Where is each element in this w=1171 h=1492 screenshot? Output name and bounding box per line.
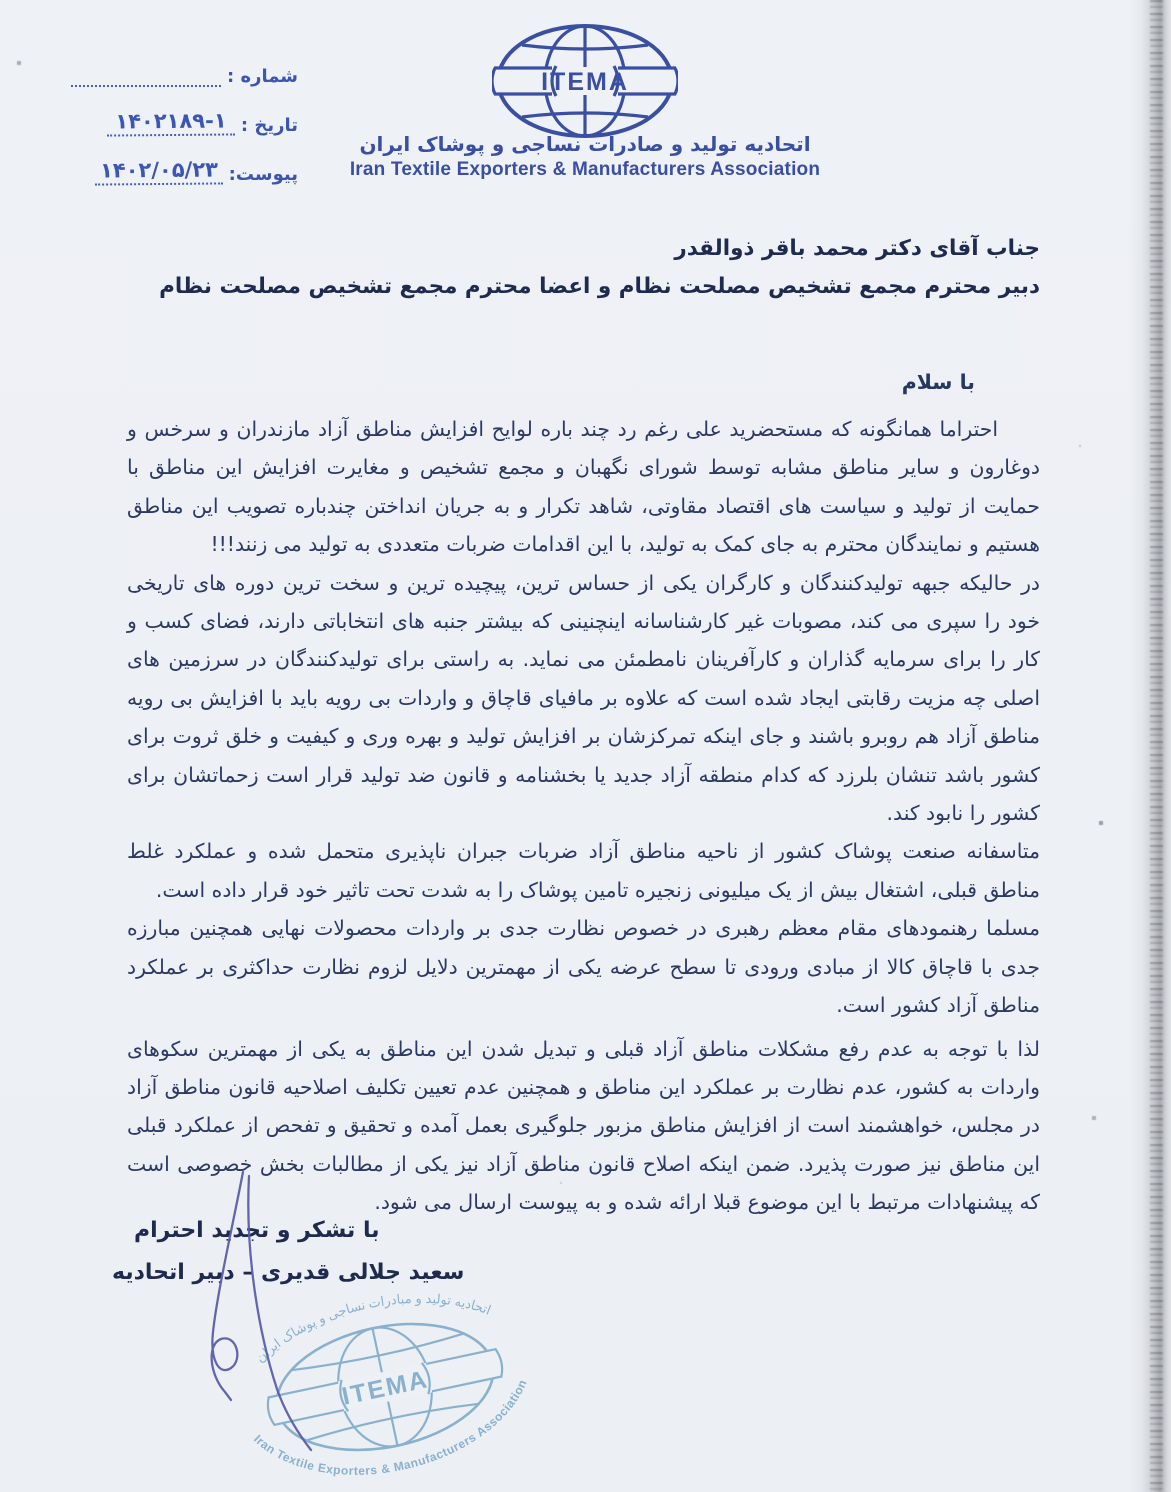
date-handwritten-value: ۱۴۰۲۱۸۹-۱ (107, 108, 235, 136)
number-label: شماره : (227, 66, 298, 87)
org-name-persian: اتحادیه تولید و صادرات نساجی و پوشاک ایران (359, 132, 811, 156)
recipient-block (125, 236, 1040, 299)
closing-thanks: با تشکر و تجدید احترام (134, 1218, 380, 1243)
paragraph-1: احتراما همانگونه که مستحضرید علی رغم رد چند باره لوایح افزایش مناطق آزاد مازندران و سرخس و دوغارون و سایر مناطق مشابه توسط شورای نگهبان و مجمع تشخیص و مغایرت افزایش این مناطق با حمایت از تولید و سیاست های اقتصاد مقاوتی، شاهد تکرار و به جریان انداختن چندباره تصویب این مناطق هستیم و نمایندگان محترم به جای کمک به تولید، با این اقدامات ضربات متعددی به تولید می زنند!!! (127, 417, 1040, 557)
attachment-handwritten-value: ۱۴۰۲/۰۵/۲۳ (95, 157, 223, 185)
letter-meta-fields (30, 66, 298, 207)
salutation: با سلام (901, 370, 975, 394)
stamp-bottom-text: Iran Textile Exporters & Manufacturers Association (251, 1377, 530, 1478)
paragraph-4: مسلما رهنمودهای مقام معظم رهبری در خصوص نظارت جدی بر واردات محصولات نهایی همچنین مبارزه جدی با قاچاق کالا از مبادی ورودی تا سطح عرضه یکی از مهمترین دلایل لزوم نظارت حداکثری بر عملکرد مناطق آزاد کشور است. (127, 916, 1040, 1018)
letter-body (127, 410, 1040, 1222)
scan-specks (0, 0, 2, 2)
number-blank-line (71, 70, 221, 87)
paragraph-2: در حالیکه جبهه تولیدکنندگان و کارگران یکی از حساس ترین، پیچیده ترین و سخت ترین دوره های تاریخی خود را سپری می کند، مصوبات غیر کارشناسانه اینچنینی که بیشتر جنبه های انتخاباتی دارند، فضای کسب و کار را برای سرمایه گذاران و کارآفرینان نامطمئن می نماید. به راستی برای تولیدکنندگان در سرزمین های اصلی چه مزیت رقابتی ایجاد شده است که علاوه بر مافیای قاچاق و واردات بی رویه باید با افزایش بی رویه مناطق آزاد هم روبرو باشند و جای اینکه تمرکزشان بر افزایش تولید و بهره وری و کیفیت و خلق ثروت برای کشور باشد تنشان بلرزد که کدام منطقه آزاد جدید یا بخشنامه و قانون ضد تولید قرار است زحماتشان برای کشور را نابود کند. (127, 570, 1040, 826)
stamp-logo-text: ITEMA (339, 1365, 432, 1411)
recipient-name: جناب آقای دکتر محمد باقر ذوالقدر (674, 236, 1040, 261)
stamp-top-text: اتحادیه تولید و مبادرات نساجی و پوشاک ایران (252, 1290, 494, 1366)
logo-text: ITEMA (541, 68, 629, 96)
recipient-title: دبیر محترم مجمع تشخیص مصلحت نظام و اعضا محترم مجمع تشخیص مصلحت نظام (159, 274, 1040, 299)
scan-edge-streaks (1150, 0, 1163, 1492)
attachment-label: پیوست: (228, 164, 298, 185)
closing-signatory: سعید جلالی قدیری – دبیر اتحادیه (112, 1260, 465, 1285)
paragraph-3: متاسفانه صنعت پوشاک کشور از ناحیه مناطق آزاد ضربات جبران ناپذیری متحمل شده و عملکرد غلط مناطق قبلی، اشتغال بیش از یک میلیونی زنجیره تامین پوشاک را به شدت تحت تاثیر خود قرار داده است. (127, 839, 1040, 902)
field-attachment (30, 158, 298, 185)
org-name-english: Iran Textile Exporters & Manufacturers Association (349, 159, 821, 180)
handwritten-signature (175, 1162, 355, 1462)
itema-globe-logo-icon (492, 22, 678, 140)
paragraph-5: لذا با توجه به عدم رفع مشکلات مناطق آزاد قبلی و تبدیل شدن این مناطق به یکی از مهمترین سکوهای واردات به کشور، عدم نظارت بر عملکرد این مناطق و همچنین عدم تعیین تکلیف اصلاحیه قانون مناطق آزاد در مجلس، خواهشمند است از افزایش مناطق مزبور جلوگیری بعمل آمده و تحقیق و تفحص از عملکرد قبلی این مناطق نیز صورت پذیرد. ضمن اینکه اصلاح قانون مناطق آزاد نیز یکی از مطالبات بخش خصوصی است که پیشنهادات مرتبط با این موضوع قبلا ارائه شده و به پیوست ارسال می شود. (127, 1036, 1040, 1215)
date-label: تاریخ : (240, 115, 298, 136)
field-date (30, 109, 298, 136)
field-number (30, 66, 298, 87)
